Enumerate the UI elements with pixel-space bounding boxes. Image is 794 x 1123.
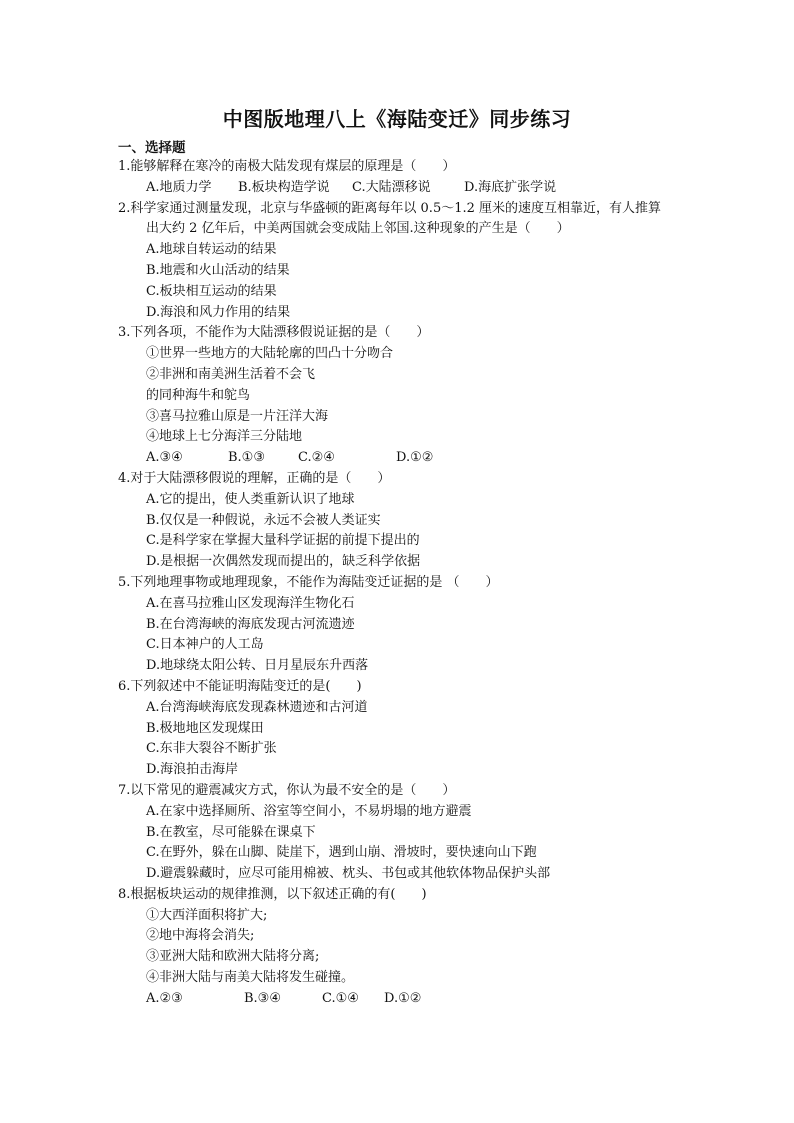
- q1-option-c: C.大陆漂移说: [352, 179, 431, 195]
- q1-option-d: D.海底扩张学说: [464, 179, 557, 195]
- question-1-stem: 1.能够解释在寒冷的南极大陆发现有煤层的原理是（ ）: [118, 159, 456, 174]
- question-3-options: [118, 448, 718, 469]
- q5-option-c: C.日本神户的人工岛: [146, 637, 264, 653]
- question-3-stem: 3.下列各项，不能作为大陆漂移假说证据的是（ ）: [118, 325, 430, 341]
- section-heading: 一、选择题: [118, 140, 186, 156]
- q8-option-d: D.①②: [384, 990, 422, 1006]
- question-1-options: [118, 178, 718, 199]
- question-list: [118, 157, 718, 1010]
- q7-option-d: D.避震躲藏时，应尽可能用棉被、枕头、书包或其他软体物品保护头部: [146, 866, 551, 882]
- q3-option-a: A.③④: [146, 450, 183, 466]
- question-4-stem: 4.对于大陆漂移假说的理解，正确的是（ ）: [118, 470, 391, 486]
- q3-statement-2: ②非洲和南美洲生活着不会飞: [146, 366, 316, 382]
- question-2-stem-line1: 2.科学家通过测量发现，北京与华盛顿的距离每年以 0.5～1.2 厘米的速度互相靠近，有人推算: [118, 200, 662, 216]
- question-7-stem: 7.以下常见的避震减灾方式，你认为最不安全的是（ ）: [118, 782, 456, 798]
- q3-statement-4: ④地球上七分海洋三分陆地: [146, 429, 303, 445]
- q8-statement-3: ③亚洲大陆和欧洲大陆将分离;: [146, 949, 320, 965]
- q8-option-b: B.③④: [244, 990, 281, 1006]
- q6-option-d: D.海浪拍击海岸: [146, 762, 239, 778]
- q8-statement-4: ④非洲大陆与南美大陆将发生碰撞。: [146, 970, 355, 986]
- question-5-stem: 5.下列地理事物或地理现象，不能作为海陆变迁证据的是 （ ）: [118, 574, 499, 590]
- q4-option-c: C.是科学家在掌握大量科学证据的前提下提出的: [146, 533, 420, 549]
- q8-option-c: C.①④: [322, 990, 359, 1006]
- q3-option-c: C.②④: [298, 450, 335, 466]
- q2-option-b: B.地震和火山活动的结果: [146, 262, 290, 278]
- q3-statement-1: ①世界一些地方的大陆轮廓的凹凸十分吻合: [146, 346, 394, 362]
- q7-option-a: A.在家中选择厕所、浴室等空间小，不易坍塌的地方避震: [146, 803, 472, 819]
- q1-option-a: A.地质力学: [146, 179, 212, 195]
- question-2-stem-line2: 出大约 2 亿年后，中美两国就会变成陆上邻国.这种现象的产生是（ ）: [146, 221, 570, 237]
- question-8-options: [118, 989, 718, 1010]
- q3-option-d: D.①②: [396, 450, 434, 466]
- q4-option-b: B.仅仅是一种假说，永远不会被人类证实: [146, 512, 381, 528]
- document-title: 中图版地理八上《海陆变迁》同步练习: [222, 107, 572, 131]
- q8-statement-1: ①大西洋面积将扩大;: [146, 907, 268, 923]
- q7-option-c: C.在野外，躲在山脚、陡崖下，遇到山崩、滑坡时，要快速向山下跑: [146, 845, 537, 861]
- q6-option-a: A.台湾海峡海底发现森林遗迹和古河道: [146, 699, 368, 715]
- q6-option-c: C.东非大裂谷不断扩张: [146, 741, 277, 757]
- q2-option-c: C.板块相互运动的结果: [146, 283, 277, 299]
- q8-option-a: A.②③: [146, 990, 183, 1006]
- q2-option-d: D.海浪和风力作用的结果: [146, 304, 291, 320]
- question-8-stem: 8.根据板块运动的规律推测，以下叙述正确的有( ): [118, 886, 427, 902]
- q4-option-a: A.它的提出，使人类重新认识了地球: [146, 491, 355, 507]
- q2-option-a: A.地球自转运动的结果: [146, 242, 277, 258]
- q3-statement-3: ③喜马拉雅山原是一片汪洋大海: [146, 408, 329, 424]
- q5-option-b: B.在台湾海峡的海底发现古河流遗迹: [146, 616, 355, 632]
- q5-option-d: D.地球绕太阳公转、日月星辰东升西落: [146, 658, 369, 674]
- q1-option-b: B.板块构造学说: [238, 179, 330, 195]
- q6-option-b: B.极地地区发现煤田: [146, 720, 264, 736]
- question-6-stem: 6.下列叙述中不能证明海陆变迁的是( ): [118, 678, 362, 694]
- q5-option-a: A.在喜马拉雅山区发现海洋生物化石: [146, 595, 355, 611]
- q7-option-b: B.在教室，尽可能躲在课桌下: [146, 824, 316, 840]
- q3-statement-2-cont: 的同种海牛和鸵鸟: [146, 387, 251, 403]
- q4-option-d: D.是根据一次偶然发现而提出的，缺乏科学依据: [146, 554, 421, 570]
- q8-statement-2: ②地中海将会消失;: [146, 928, 255, 944]
- q3-option-b: B.①③: [228, 450, 265, 466]
